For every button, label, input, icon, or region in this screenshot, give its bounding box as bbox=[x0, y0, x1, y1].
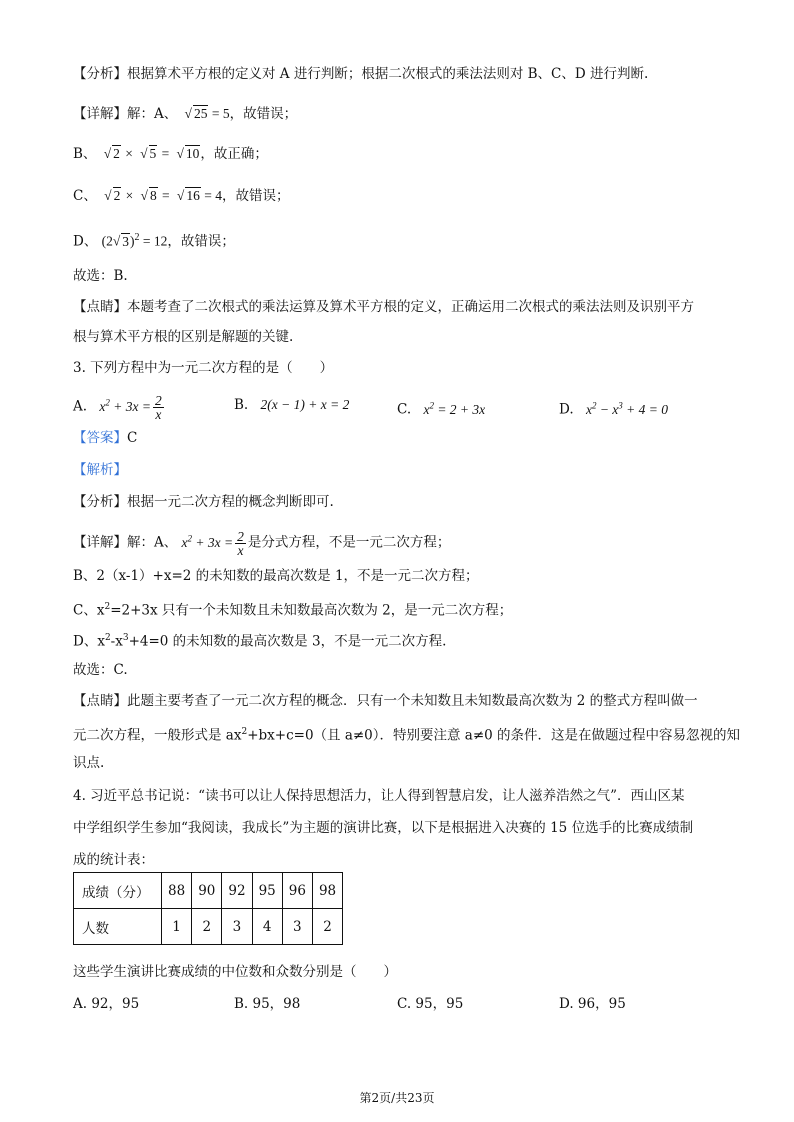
detail-tag: 【详解】 bbox=[73, 106, 127, 122]
table-cell: 2 bbox=[192, 909, 222, 945]
q3-detail-d bbox=[73, 628, 446, 652]
q3-analysis bbox=[73, 492, 334, 512]
table-cell: 92 bbox=[222, 873, 252, 909]
comment-text: 此题主要考查了一元二次方程的概念．只有一个未知数且未知数最高次数为 2 的整式方程叫做一 bbox=[127, 693, 698, 709]
analysis-tag: 【分析】 bbox=[73, 66, 127, 82]
conclusion: ，故错误； bbox=[229, 106, 298, 122]
sqrt-symbol: √ bbox=[140, 188, 148, 203]
sqrt-symbol: √ bbox=[184, 106, 192, 121]
table-header-cell: 人数 bbox=[74, 909, 162, 945]
analysis-text: 根据一元二次方程的概念判断即可. bbox=[127, 494, 334, 510]
q2-comment-line2: 根与算术平方根的区别是解题的关键. bbox=[73, 329, 294, 345]
equation: $x^2 + 3x$ = bbox=[99, 397, 151, 414]
option-label: B. bbox=[234, 397, 249, 413]
exponent: 3 bbox=[122, 633, 129, 643]
sqrt-symbol: √ bbox=[104, 188, 112, 203]
equation-rhs: = 5 bbox=[208, 106, 230, 121]
equation-rhs: = 4 bbox=[200, 188, 222, 203]
comment-tag: 【点睛】 bbox=[73, 299, 127, 315]
q2-answer-line: 故选：B. bbox=[73, 268, 128, 284]
score-table bbox=[73, 872, 343, 945]
line-text: D、x bbox=[73, 633, 105, 650]
analysis-tag: 【分析】 bbox=[73, 494, 127, 510]
q3-option-a bbox=[73, 392, 166, 421]
line-text: +4=0 的未知数的最高次数是 3，不是一元二次方程. bbox=[128, 633, 447, 650]
q3-comment-line1 bbox=[73, 691, 698, 711]
answer-tag: 【答案】 bbox=[73, 430, 127, 446]
q2-detail-c bbox=[73, 186, 289, 206]
table-header-cell: 成绩（分） bbox=[74, 873, 162, 909]
q3-option-c bbox=[397, 395, 485, 420]
fraction: $\frac{2}{x}$ bbox=[237, 528, 244, 558]
q3-stem: 3. 下列方程中为一元二次方程的是（ ） bbox=[73, 360, 334, 376]
q3-solution-tag: 【解析】 bbox=[73, 462, 127, 478]
radicand: 2 bbox=[113, 188, 121, 203]
sqrt-symbol: √ bbox=[176, 146, 184, 161]
page-footer: 第2页/共23页 bbox=[359, 1091, 435, 1105]
detail-text: 是分式方程，不是一元二次方程； bbox=[247, 534, 451, 551]
q3-comment-line3: 识点. bbox=[73, 755, 105, 771]
detail-tag: 【详解】 bbox=[73, 534, 127, 551]
times-symbol: × bbox=[125, 188, 134, 203]
q2-detail-a bbox=[73, 104, 297, 124]
table-cell: 98 bbox=[312, 873, 342, 909]
q4-stem-line2: 中学组织学生参加“我阅读，我成长”为主题的演讲比赛，以下是根据进入决赛的 15 位选手的比赛成绩制 bbox=[73, 820, 694, 836]
radicand: 25 bbox=[193, 106, 208, 121]
table-row bbox=[74, 873, 343, 909]
radicand: 5 bbox=[149, 146, 157, 161]
table-row bbox=[74, 909, 343, 945]
option-label: A. bbox=[73, 398, 88, 415]
q2-detail-d bbox=[73, 228, 235, 252]
equation-rhs: = 12 bbox=[139, 233, 168, 249]
table-cell: 90 bbox=[192, 873, 222, 909]
table-cell: 2 bbox=[312, 909, 342, 945]
q4-stem-line1: 4. 习近平总书记说：“读书可以让人保持思想活力，让人得到智慧启发，让人滋养浩然之气”．西山区某 bbox=[73, 788, 685, 804]
sqrt-symbol: √ bbox=[112, 233, 121, 249]
conclusion: ，故错误； bbox=[221, 188, 290, 204]
line-text: =2+3x 只有一个未知数且未知数最高次数为 2，是一元二次方程； bbox=[110, 602, 513, 619]
conclusion: ，故错误； bbox=[167, 233, 235, 250]
radicand: 3 bbox=[122, 233, 130, 249]
paren-open: (2 bbox=[101, 233, 113, 249]
comment-tag: 【点睛】 bbox=[73, 693, 127, 709]
table-cell: 96 bbox=[282, 873, 312, 909]
q3-detail-b: B、2（x-1）+x=2 的未知数的最高次数是 1，不是一元二次方程； bbox=[73, 568, 479, 584]
option-label: D、 bbox=[73, 233, 98, 250]
q4-option-d: D. 96，95 bbox=[559, 996, 626, 1012]
q2-detail-b bbox=[73, 144, 268, 164]
paren-close: ) bbox=[130, 233, 135, 249]
option-label: D. bbox=[559, 401, 574, 418]
q3-option-b bbox=[234, 395, 349, 415]
q4-option-c: C. 95，95 bbox=[397, 996, 464, 1012]
detail-lead: 解：A、 bbox=[127, 534, 178, 551]
equals-symbol: = bbox=[161, 146, 170, 161]
q3-option-d bbox=[559, 395, 668, 420]
option-label: C. bbox=[397, 401, 412, 418]
option-label: C、 bbox=[73, 188, 97, 204]
table-cell: 3 bbox=[222, 909, 252, 945]
exponent: 2 bbox=[104, 602, 111, 612]
radicand: 2 bbox=[113, 146, 120, 161]
q3-detail-c bbox=[73, 597, 512, 621]
radicand: 16 bbox=[186, 188, 200, 203]
line-text: -x bbox=[110, 633, 123, 650]
q3-answer bbox=[73, 428, 137, 448]
q3-answer-line: 故选：C. bbox=[73, 662, 128, 678]
q2-comment-line1 bbox=[73, 297, 694, 317]
sqrt-symbol: √ bbox=[103, 146, 112, 161]
fraction: $\frac{2}{x}$ bbox=[154, 392, 162, 422]
equation: $x^2 - x^3 + 4 = 0$ bbox=[585, 400, 669, 417]
conclusion: ，故正确； bbox=[200, 146, 268, 162]
equation: $x^2 = 2 + 3x$ bbox=[423, 400, 486, 417]
line-text: C、x bbox=[73, 602, 105, 619]
q2-analysis bbox=[73, 64, 648, 84]
radicand: 8 bbox=[149, 188, 157, 203]
q4-stem-line3: 成的统计表： bbox=[73, 852, 154, 868]
detail-lead: 解：A、 bbox=[127, 106, 178, 122]
comment-text: 本题考查了二次根式的乘法运算及算术平方根的定义，正确运用二次根式的乘法法则及识别平方 bbox=[127, 299, 694, 315]
exponent: 2 bbox=[134, 232, 140, 243]
q4-option-b: B. 95，98 bbox=[234, 996, 301, 1012]
option-label: B、 bbox=[73, 146, 97, 162]
exponent: 2 bbox=[104, 633, 111, 643]
table-cell: 1 bbox=[162, 909, 192, 945]
sqrt-symbol: √ bbox=[176, 188, 185, 203]
equals-symbol: = bbox=[162, 188, 170, 203]
analysis-text: 根据算术平方根的定义对 A 进行判断；根据二次根式的乘法法则对 B、C、D 进行判断. bbox=[127, 66, 649, 82]
line-text: 元二次方程，一般形式是 ax bbox=[73, 727, 242, 744]
answer-value: C bbox=[127, 430, 138, 446]
exponent: 2 bbox=[241, 727, 248, 737]
table-cell: 88 bbox=[162, 873, 192, 909]
q4-question: 这些学生演讲比赛成绩的中位数和众数分别是（ ） bbox=[73, 964, 397, 980]
q3-detail-a bbox=[73, 528, 450, 557]
sqrt-symbol: √ bbox=[140, 146, 148, 161]
table-cell: 4 bbox=[252, 909, 282, 945]
line-text: +bx+c=0（且 a≠0）．特别要注意 a≠0 的条件．这是在做题过程中容易忽视的知 bbox=[247, 727, 741, 744]
equation: $x^2 + 3x$ = bbox=[181, 533, 234, 550]
equation: 2(x − 1) + x = 2 bbox=[260, 397, 350, 412]
q4-option-a: A. 92，95 bbox=[73, 996, 140, 1012]
times-symbol: × bbox=[125, 146, 133, 161]
table-cell: 3 bbox=[282, 909, 312, 945]
q3-comment-line2 bbox=[73, 722, 740, 746]
radicand: 10 bbox=[185, 146, 200, 161]
table-cell: 95 bbox=[252, 873, 282, 909]
